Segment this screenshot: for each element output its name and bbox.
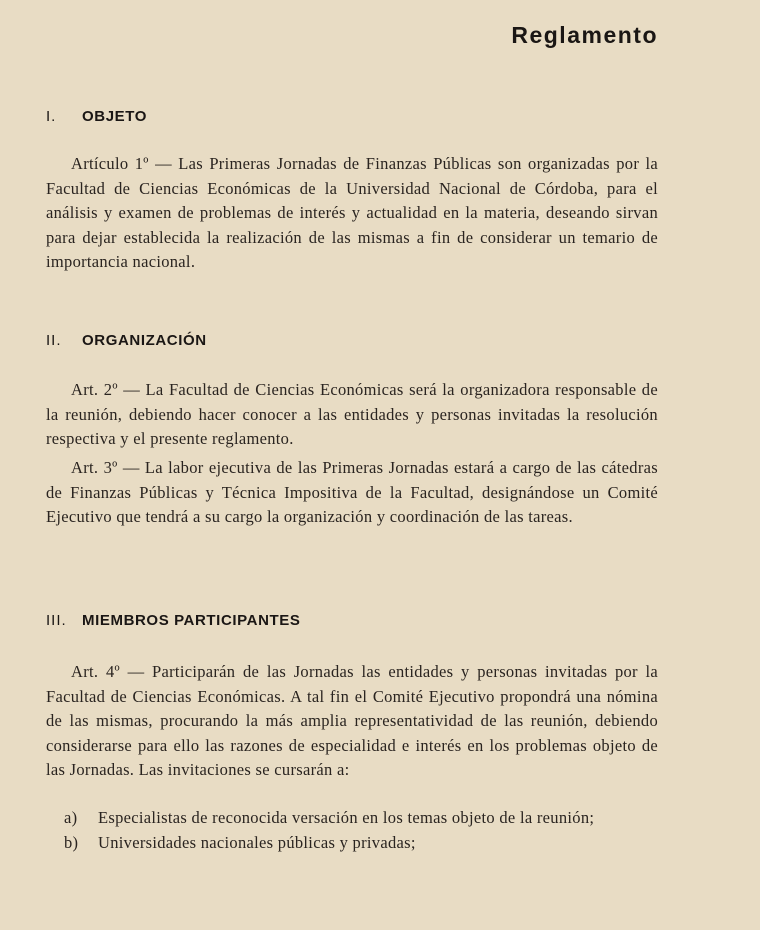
section-number: III. <box>46 612 67 629</box>
article-1-paragraph: Artículo 1º — Las Primeras Jornadas de Finanzas Públicas son organizadas por la Facultad de Ciencias Económicas de la Universidad Nacional de Córdoba, para el análisis y examen de problemas de interés y actualidad en la materia, deseando sirvan para dejar establecida la realización de las mismas a fin de considerar un temario de importancia nacional. <box>46 154 658 271</box>
list-item <box>46 806 658 831</box>
list-item-marker: a) <box>64 808 78 827</box>
section-title: MIEMBROS PARTICIPANTES <box>82 612 301 629</box>
list-item-marker: b) <box>64 832 79 852</box>
section-heading-miembros-participantes <box>46 612 300 629</box>
page-title: Reglamento <box>511 22 658 48</box>
section-number: II. <box>46 332 62 349</box>
section-title: ORGANIZACIÓN <box>82 332 207 349</box>
article-4-paragraph: Art. 4º — Participarán de las Jornadas las entidades y personas invitadas por la Facultad de Ciencias Económicas. A tal fin el Comité Ejecutivo propondrá una nómina de las mismas, procurando la más amplia representatividad de las reunión, debiendo considerarse para ello las razones de especialidad e interés en los problemas objeto de las Jornadas. Las invitaciones se cursarán a: <box>46 662 658 779</box>
list-item-text: Universidades nacionales públicas y privadas; <box>98 832 416 852</box>
section-title: OBJETO <box>82 108 148 125</box>
invitation-list <box>46 806 658 855</box>
article-3-paragraph: Art. 3º — La labor ejecutiva de las Primeras Jornadas estará a cargo de las cátedras de Finanzas Públicas y Técnica Impositiva de la Facultad, designándose un Comité Ejecutivo que tendrá a su cargo la organización y coordinación de las tareas. <box>46 458 658 526</box>
section-number: I. <box>46 108 57 125</box>
list-item-text: Especialistas de reconocida versación en los temas objeto de la reunión; <box>98 808 595 827</box>
article-2-paragraph: Art. 2º — La Facultad de Ciencias Económicas será la organizadora responsable de la reunión, debiendo hacer conocer a las entidades y personas invitadas la resolución respectiva y el presente reglamento. <box>46 380 658 448</box>
section-heading-organizacion <box>46 332 207 349</box>
section-heading-objeto <box>46 108 147 125</box>
list-item <box>46 831 658 856</box>
